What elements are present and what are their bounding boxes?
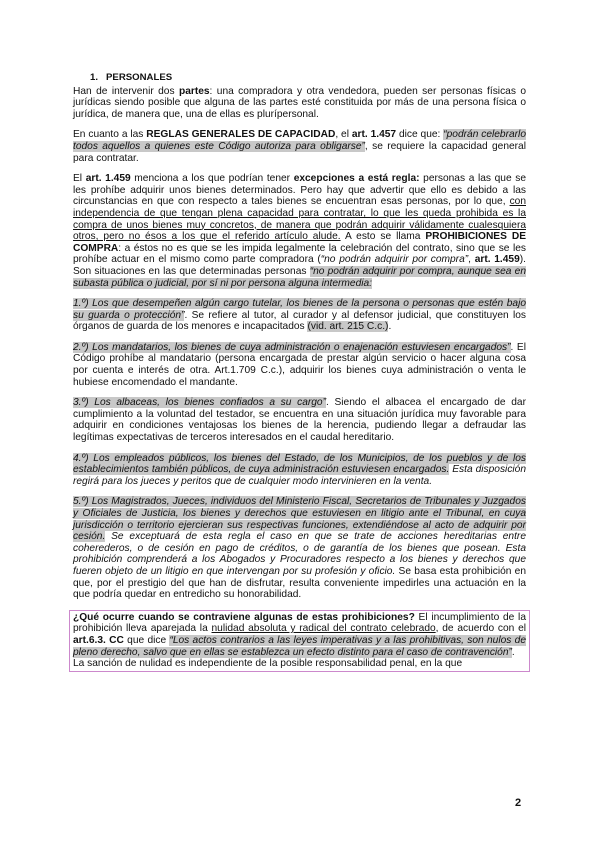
section-number: 1. bbox=[90, 72, 99, 83]
text: . Siendo el albacea el encargado de dar cumplimiento a la voluntad del testador, se encuentra en una situación jurídica muy favorable para adquirir en condiciones ventajosas los bienes de la herencia, pudiendo llegar a defraudar las legítimas expectativas de terceros interesados en el caudal hereditario. bbox=[73, 397, 526, 444]
text: A esto se llama bbox=[340, 231, 426, 243]
nullity-box bbox=[69, 610, 530, 672]
quote: “no podrán adquirir por compra” bbox=[320, 254, 469, 266]
paragraph-reglas-generales bbox=[73, 129, 526, 164]
quote: Se exceptuará de esta regla el caso en que se trate de acciones hereditarias entre coherederos, o de cesión en pago de créditos, o de garantía de los bienes que posean. Esta prohibición comprenderá a los Abogados y Procuradores respecto a los bienes y derechos que fueren objeto de un litigio en que intervengan por su profesión y oficio. bbox=[73, 531, 526, 577]
paragraph-nulidad bbox=[73, 612, 526, 658]
text: : a éstos no es que se les impida legalmente la celebración del contrato, sino que se les prohíbe actuar en el mismo como parte compradora ( bbox=[73, 242, 526, 266]
section-heading bbox=[90, 72, 526, 84]
bold-question: ¿Qué ocurre cuando se contraviene algunas de estas prohibiciones? bbox=[73, 611, 415, 623]
text: que dice bbox=[123, 634, 170, 646]
quote: Esta disposición regirá para los jueces y peritos que de cualquier modo intervinieren en la venta. bbox=[73, 464, 527, 487]
paragraph-partes bbox=[73, 86, 526, 121]
text: personas a las que se les prohíbe adquirir unos bienes determinados. Pero hay que advertir que ello es debido a las circunstancias en que con respecto a tales bienes se encuentran esas personas, por lo que, bbox=[73, 173, 527, 208]
text: Han de intervenir dos bbox=[73, 85, 179, 97]
text: El incumplimiento de la prohibición lleva aparejada la bbox=[73, 611, 526, 635]
highlighted-quote: 5.º) Los Magistrados, Jueces, individuos del Ministerio Fiscal, Secretarios de Tribunales y Juzgados y Oficiales de Justicia, los bienes y derechos que estuviesen en litigio ante el Tribunal, en cuya jurisdicción o territorio ejercieran sus respectivas funciones, extendiéndose al acto de adquirir por cesión. bbox=[73, 496, 526, 543]
text: menciona a los que podrían tener bbox=[130, 173, 294, 185]
underlined-text: con independencia de que tengan plena capacidad para contratar, lo que les queda prohibida es la compra de unos bienes muy concretos, de manera que podrán adquirir válidamente cualesquiera otros, pero no ésos a los que el referido artículo alude. bbox=[73, 196, 526, 243]
bold-term: REGLAS GENERALES DE CAPACIDAD bbox=[146, 129, 336, 141]
highlighted-quote: 2.º) Los mandatarios, los bienes de cuya administración o enajenación estuviesen encargados” bbox=[73, 341, 511, 353]
paragraph-item-5 bbox=[73, 496, 526, 600]
highlighted-quote: 4.º) Los empleados públicos, los bienes del Estado, de los Municipios, de los pueblos y de los establecimientos también públicos, de cuya administración estuviesen encargados. bbox=[73, 452, 526, 476]
paragraph-excepciones bbox=[73, 173, 526, 289]
text: . Se refiere al tutor, al curador y al defensor judicial, que constituyen los órganos de guarda de los menores e incapacitados bbox=[73, 309, 526, 333]
text: , se requiere la capacidad general para contratar. bbox=[73, 140, 526, 164]
article-ref: art. 1.459 bbox=[85, 173, 131, 185]
text: La sanción de nulidad es independiente de la posible responsabilidad penal, en la que bbox=[73, 658, 463, 670]
highlighted-quote: “no podrán adquirir por compra, aunque sea en subasta pública o judicial, por sí ni por persona alguna intermedia: bbox=[73, 265, 526, 289]
section-title: PERSONALES bbox=[106, 72, 173, 83]
text: . bbox=[388, 321, 392, 333]
text: ). Son situaciones en las que determinadas personas bbox=[73, 254, 526, 277]
highlighted-quote: “podrán celebrarlo todos aquellos a quienes este Código autoriza para obligarse” bbox=[73, 129, 526, 152]
text: . bbox=[511, 646, 515, 658]
text: , bbox=[468, 254, 475, 266]
paragraph-item-3 bbox=[73, 397, 526, 443]
article-ref: art.6.3. CC bbox=[73, 634, 124, 646]
text: En cuanto a las bbox=[73, 129, 147, 141]
paragraph-item-2 bbox=[73, 342, 526, 388]
page-number: 2 bbox=[515, 797, 522, 809]
text: El bbox=[73, 173, 86, 185]
text: . El Código prohíbe al mandatario (persona encargada de prestar algún servicio o hacer alguna cosa por cuenta e interés de otra. Art.1.709 C.c.), adquirir los bienes cuya administración o venta le hubiese encomendado el mandante. bbox=[73, 341, 526, 388]
highlighted-quote: 1.º) Los que desempeñen algún cargo tutelar, los bienes de la persona o personas que estén bajo su guarda o protección” bbox=[73, 298, 526, 321]
text: dice que: bbox=[396, 129, 444, 141]
text: , de acuerdo con el bbox=[435, 623, 527, 635]
highlighted-text: (vid. art. 215 C.c.) bbox=[307, 321, 389, 333]
article-ref: art. 1.459 bbox=[474, 254, 520, 266]
text: , el bbox=[335, 129, 352, 141]
bold-term: partes bbox=[178, 85, 210, 97]
text: Se basa esta prohibición en que, por el prestigio del que han de disfrutar, resulta conveniente impedirles una actuación en la que podría quedar en entredicho su honorabilidad. bbox=[73, 565, 527, 601]
underlined-text: nulidad absoluta y radical del contrato celebrado bbox=[211, 623, 436, 635]
paragraph-item-4 bbox=[73, 453, 526, 488]
paragraph-sancion bbox=[73, 658, 526, 670]
highlighted-quote: “Los actos contrarios a las leyes imperativas y a las prohibitivas, son nulos de pleno derecho, salvo que en ellas se establezca un efecto distinto para el caso de contravención” bbox=[73, 634, 526, 658]
page-content bbox=[73, 72, 526, 672]
text: : una compradora y otra vendedora, pueden ser personas físicas o jurídicas siendo posible que alguna de las partes esté constituida por más de una persona física o jurídica, de manera que, una de ellas es plurípersonal. bbox=[73, 85, 526, 120]
paragraph-item-1 bbox=[73, 298, 526, 333]
bold-term: PROHIBICIONES DE COMPRA bbox=[73, 231, 526, 254]
highlighted-quote: 3.º) Los albaceas, los bienes confiados a su cargo” bbox=[73, 397, 326, 409]
article-ref: art. 1.457 bbox=[351, 129, 397, 141]
bold-term: excepciones a está regla: bbox=[293, 173, 420, 185]
